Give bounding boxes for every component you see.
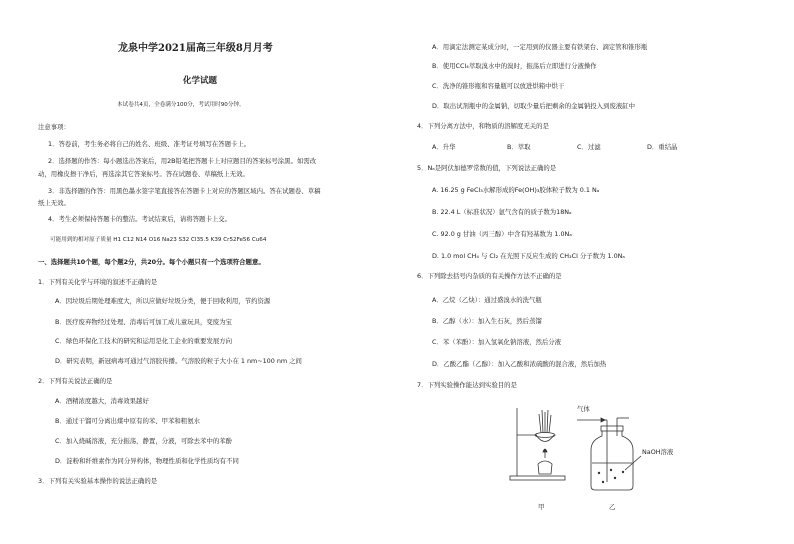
figure-jia-caption: 甲 [538,503,545,511]
figure-yi-gas-label: 气体 [577,405,590,413]
q6-option-d: D．乙酸乙酯（乙醇）：加入乙酸和浓硫酸的混合液，然后加热 [432,360,607,368]
figure-jia-apparatus [505,400,575,490]
q4-option-d: D．重结晶 [647,143,678,151]
q1-option-d: D．研究表明，新冠病毒可通过气溶胶传播。气溶胶的粒子大小在 1 nm~100 nm 之间 [55,357,302,365]
q2-option-b: B．通过干馏可分离出煤中原有的苯、甲苯和粗氨水 [55,417,200,425]
q4-option-c: C．过滤 [577,143,601,151]
notes-heading: 注意事项： [38,123,70,131]
q5-option-b: B. 22.4 L（标准状况）氩气含有的质子数为18Nₐ [432,208,572,216]
q2-option-a: A．酒精浓度越大，消毒效果越好 [55,397,149,405]
note-2a: 2．选择题的作答：每小题选出答案后，用2B铅笔把答题卡上对应题目的答案标号涂黑。如需改 [48,157,317,165]
q6-option-b: B．乙醇（水）：加入生石灰，然后蒸馏 [432,317,542,325]
q5-option-d: D. 1.0 mol CH₄ 与 Cl₂ 在光照下反应生成的 CH₃Cl 分子数为 1.0Nₐ [432,252,625,260]
q2-option-c: C．加入烧碱溶液，充分振荡，静置，分液，可除去苯中的苯酚 [55,437,233,445]
q3-option-b: B．使用CCl₄萃取溴水中的溴时，振荡后立即进行分液操作 [432,62,597,70]
q5-option-a: A. 16.25 g FeCl₃水解形成的Fe(OH)₃胶体粒子数为 0.1 Nₐ [432,186,600,194]
q6-option-a: A．乙烷（乙炔）：通过盛溴水的洗气瓶 [432,296,542,304]
q6-option-c: C．苯（苯酚）：加入氢氧化钠溶液，然后分液 [432,338,562,346]
q3-stem: 3．下列有关实验基本操作的说法正确的是 [38,477,158,485]
figure-yi-solution-label: NaOH溶液 [642,448,674,456]
q1-option-a: A．因垃圾后期处理难度大，所以应做好垃圾分类，便于回收利用，节约资源 [55,297,271,305]
q4-option-b: B．萃取 [507,143,531,151]
q3-option-c: C．洗净的锥形瓶和容量瓶可以放进烘箱中烘干 [432,82,565,90]
q1-option-c: C．绿色环保化工技术的研究和运用是化工企业的重要发展方向 [55,337,233,345]
note-4: 4．考生必须保持答题卡的整洁。考试结束后，请将答题卡上交。 [48,215,232,223]
note-2b: 动，用橡皮擦干净后，再选涂其它答案标号。答在试题卷、草稿纸上无效。 [38,170,249,178]
q3-option-d: D．取出试剂瓶中的金属钠，切取少量后把剩余的金属钠投入到废液缸中 [432,102,636,110]
q1-stem: 1．下列有关化学与环境的叙述不正确的是 [38,278,158,286]
note-1: 1．答卷前，考生务必将自己的姓名、班级、准考证号填写在答题卡上。 [48,140,251,148]
atomic-masses: 可能用到的相对原子质量 H1 C12 N14 O16 Na23 S32 Cl35.5 K39 Cr52Fe56 Cu64 [50,237,267,243]
exam-info: 本试卷共4页，全卷满分100分，考试用时90分钟。 [117,102,245,108]
exam-subject: 化学试题 [183,76,218,86]
q6-stem: 6．下列除去括号内杂质的有关操作方法不正确的是 [417,272,562,280]
q5-option-c: C. 92.0 g 甘油（丙三醇）中含有羟基数为 1.0Nₐ [432,230,572,238]
q2-option-d: D．淀粉和纤维素作为同分异构体，物理性质和化学性质均有不同 [55,457,239,465]
q5-stem: 5．Nₐ是阿伏加德罗常数的值，下列说法正确的是 [417,164,557,172]
q7-stem: 7．下列实验操作能达到实验目的是 [417,381,517,389]
q1-option-b: B．医疗废弃物经过处理、消毒后可加工成儿童玩具，变废为宝 [55,318,232,326]
note-3b: 纸上无效。 [38,199,70,207]
figure-yi-caption: 乙 [609,503,616,511]
q3-option-a: A．用滴定法测定某成分时，一定用到的仪器主要有铁架台、滴定管和锥形瓶 [432,43,648,51]
exam-title: 龙泉中学2021届高三年级8月月考 [118,43,273,54]
q2-stem: 2．下列有关说法正确的是 [38,377,113,385]
section-1-heading: 一、选择题共10个题，每个题2分，共20分。每个小题只有一个选项符合题意。 [38,258,265,266]
q4-stem: 4．下列分离方法中，和物质的溶解度无关的是 [417,122,549,130]
note-3a: 3．非选择题的作答：用黑色墨水签字笔直接答在答题卡上对应的答题区域内。答在试题卷、草稿 [48,187,321,195]
q4-option-a: A．升华 [432,143,456,151]
